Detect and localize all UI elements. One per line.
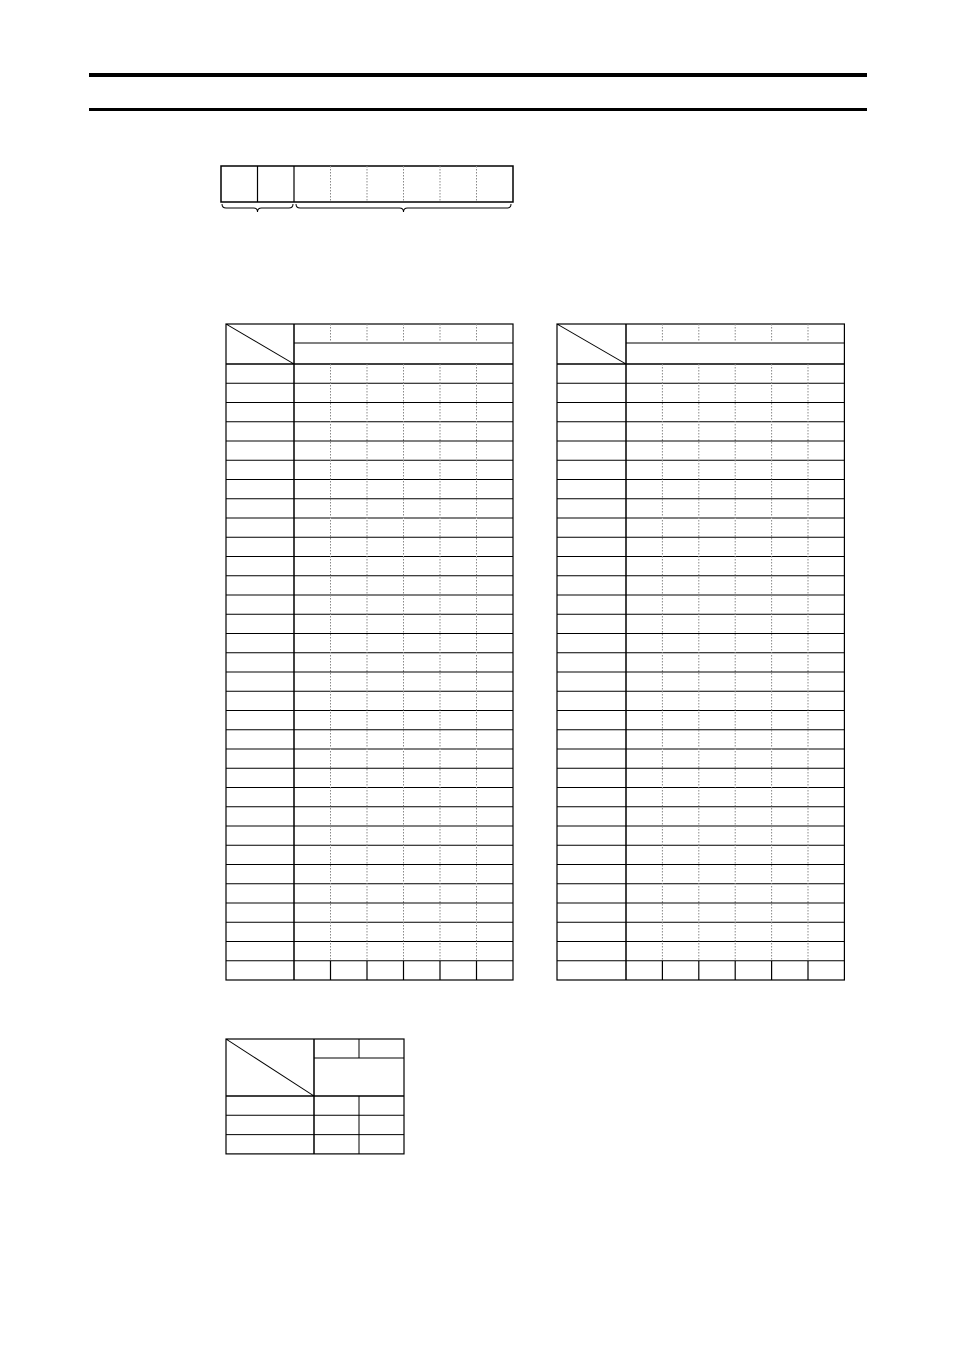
- table-left-border: [226, 324, 513, 980]
- table-small-corner-diagonal: [226, 1039, 314, 1096]
- table-right-corner-diagonal: [557, 324, 626, 364]
- table-right-border: [557, 324, 844, 980]
- brace-left-group: [222, 204, 293, 212]
- table-left-corner-diagonal: [226, 324, 294, 364]
- brace-right-group: [296, 204, 511, 212]
